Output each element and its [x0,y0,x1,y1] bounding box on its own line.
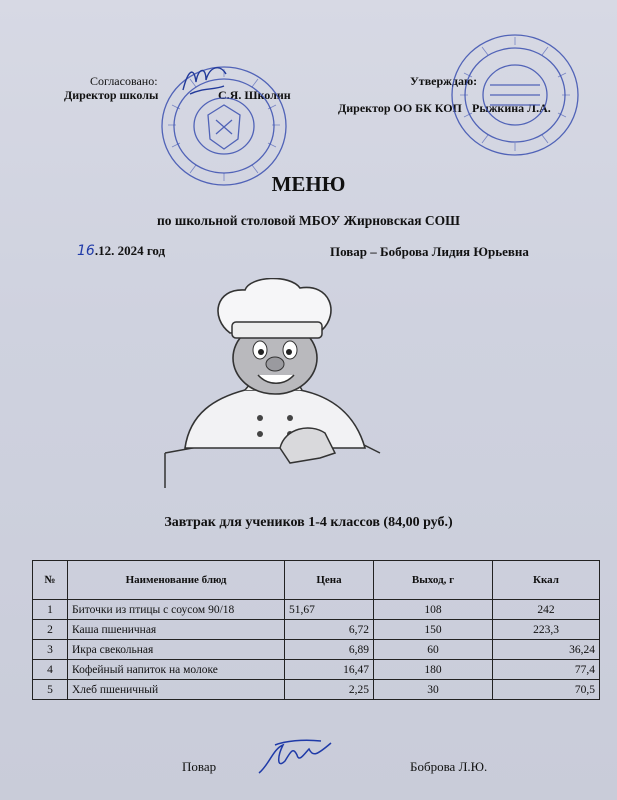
row-dish: Хлеб пшеничный [68,680,285,700]
school-director-signature [180,60,230,100]
oo-director-name: Рыжкина Л.А. [472,101,551,115]
date-line [77,243,165,259]
col-price: Цена [285,561,374,600]
date-handwritten: 16 [77,243,95,259]
row-price: 6,72 [285,620,374,640]
row-weight: 108 [374,600,493,620]
date-text: .12. 2024 год [94,243,166,258]
row-kcal: 77,4 [493,660,600,680]
footer-cook-label: Повар [182,759,217,774]
chef-illustration [160,278,385,488]
col-dish: Наименование блюд [68,561,285,600]
footer-cook-name: Боброва Л.Ю. [410,759,488,774]
school-director-name: С.Я. Школин [218,88,291,102]
row-kcal: 223,3 [493,620,600,640]
col-weight: Выход, г [374,561,493,600]
row-number: 2 [33,620,68,640]
row-kcal: 36,24 [493,640,600,660]
page-title: МЕНЮ [271,172,346,196]
school-director-title: Директор школы [64,88,159,102]
approval-label: Согласовано: [90,74,158,88]
row-weight: 60 [374,640,493,660]
row-weight: 30 [374,680,493,700]
row-weight: 150 [374,620,493,640]
row-kcal: 242 [493,600,600,620]
row-dish: Икра свекольная [68,640,285,660]
section-title: Завтрак для учеников 1-4 классов (84,00 руб.) [164,515,453,530]
subtitle: по школьной столовой МБОУ Жирновская СОШ [157,213,460,228]
row-number: 1 [33,600,68,620]
col-kcal: Ккал [493,561,600,600]
organization-seal-stamp [450,33,580,158]
row-dish: Кофейный напиток на молоке [68,660,285,680]
oo-director-title: Директор ОО БК КОП [338,101,462,115]
row-price: 2,25 [285,680,374,700]
row-price: 16,47 [285,660,374,680]
cook-signature [255,735,335,780]
table-row [33,620,600,640]
row-kcal: 70,5 [493,680,600,700]
row-number: 4 [33,660,68,680]
table-header-row [33,561,600,600]
row-price: 6,89 [285,640,374,660]
row-dish: Каша пшеничная [68,620,285,640]
row-number: 5 [33,680,68,700]
table-row [33,640,600,660]
col-number: № [33,561,68,600]
cook-line: Повар – Боброва Лидия Юрьевна [330,244,529,259]
row-number: 3 [33,640,68,660]
menu-table [32,560,600,700]
row-dish: Биточки из птицы с соусом 90/18 [68,600,285,620]
table-row [33,680,600,700]
table-row [33,660,600,680]
row-price: 51,67 [285,600,374,620]
row-weight: 180 [374,660,493,680]
table-row [33,600,600,620]
approve-label: Утверждаю: [410,74,478,88]
